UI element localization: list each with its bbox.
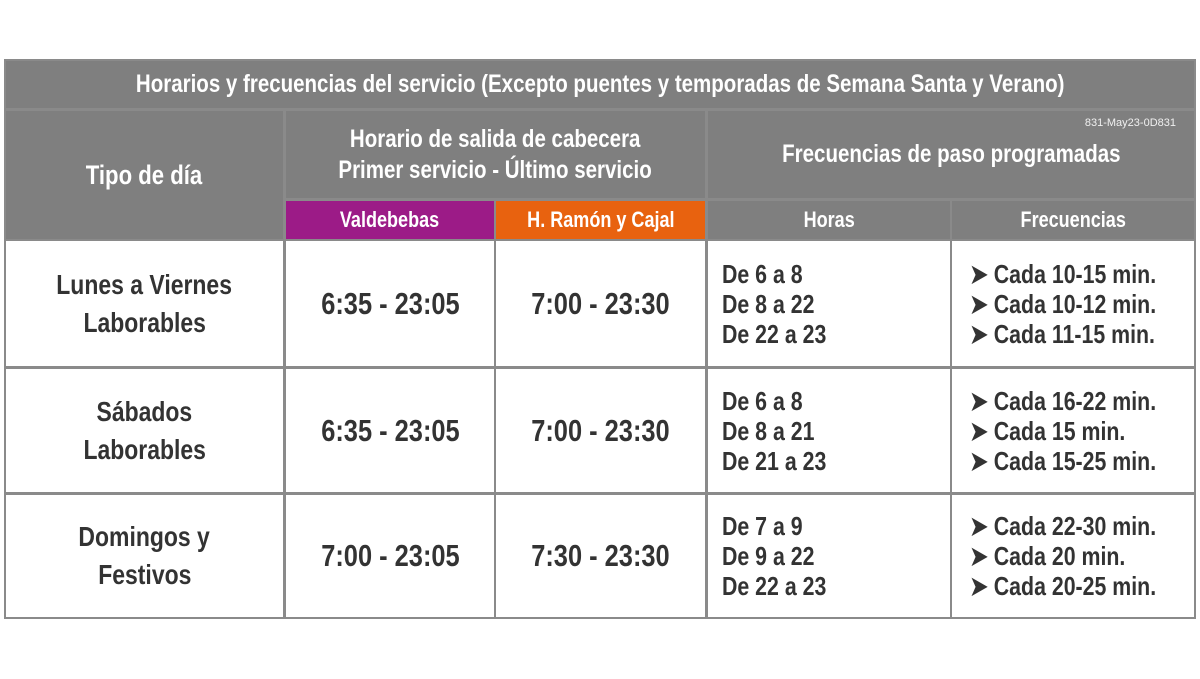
hour-range: De 22 a 23	[722, 571, 827, 601]
hour-range: De 6 a 8	[722, 385, 803, 416]
terminal-b-time	[496, 241, 705, 366]
frequency-item: ➤ Cada 22-30 min.	[970, 511, 1157, 541]
terminal-a-text: 6:35 - 23:05	[320, 285, 460, 321]
header-day-type	[6, 111, 283, 239]
day-line2: Laborables	[83, 433, 206, 465]
header-terminal-b	[496, 201, 705, 239]
frequency-item: ➤ Cada 15 min.	[970, 415, 1126, 446]
terminal-b-text: 7:00 - 23:30	[531, 412, 670, 448]
title-text: Horarios y frecuencias del servicio (Excepto puentes y temporadas de Semana Santa y Verano)	[135, 70, 1065, 98]
frequency-item: ➤ Cada 16-22 min.	[970, 385, 1157, 416]
hour-range: De 9 a 22	[722, 541, 815, 571]
hour-range: De 22 a 23	[722, 318, 827, 349]
hour-range: De 8 a 22	[722, 288, 815, 319]
frequencies-cell	[952, 495, 1194, 617]
frequency-item: ➤ Cada 20 min.	[970, 541, 1126, 571]
hours-cell	[708, 241, 950, 366]
document-code: 831-May23-0D831	[1084, 117, 1176, 129]
terminal-a-time	[286, 495, 494, 617]
terminal-b-text: 7:00 - 23:30	[531, 285, 670, 321]
terminal-a-text: 6:35 - 23:05	[320, 412, 460, 448]
terminal-a-time	[286, 241, 494, 366]
table-title	[6, 61, 1194, 108]
day-line2: Laborables	[83, 306, 206, 338]
header-terminal-a	[286, 201, 494, 239]
frequency-item: ➤ Cada 11-15 min.	[970, 318, 1155, 349]
day-line1: Lunes a Viernes	[56, 268, 233, 300]
header-departure	[286, 111, 705, 198]
frequency-item: ➤ Cada 20-25 min.	[970, 571, 1157, 601]
day-line1: Domingos y	[78, 521, 211, 552]
day-line2: Festivos	[97, 559, 192, 590]
frequency-item: ➤ Cada 10-15 min.	[970, 258, 1157, 289]
terminal-a-text: 7:00 - 23:05	[320, 538, 460, 573]
hours-cell	[708, 495, 950, 617]
frequency-item: ➤ Cada 15-25 min.	[970, 445, 1157, 476]
frequencies-title: Frecuencias de paso programadas	[781, 140, 1121, 168]
hour-range: De 7 a 9	[722, 511, 803, 541]
day-type-cell	[6, 369, 283, 492]
day-line1: Sábados	[96, 395, 193, 427]
frequencies-label: Frecuencias	[1020, 207, 1126, 232]
terminal-a-time	[286, 369, 494, 492]
day-type-label: Tipo de día	[86, 159, 203, 190]
departure-line2: Primer servicio - Último servicio	[338, 155, 653, 184]
hour-range: De 6 a 8	[722, 258, 803, 289]
frequencies-cell	[952, 369, 1194, 492]
hour-range: De 8 a 21	[722, 415, 815, 446]
terminal-b-label: H. Ramón y Cajal	[526, 207, 675, 232]
header-hours	[708, 201, 950, 239]
terminal-b-time	[496, 369, 705, 492]
frequencies-cell	[952, 241, 1194, 366]
departure-line1: Horario de salida de cabecera	[350, 124, 641, 153]
hours-label: Horas	[803, 207, 855, 232]
frequency-item: ➤ Cada 10-12 min.	[970, 288, 1157, 319]
hours-cell	[708, 369, 950, 492]
day-type-cell	[6, 241, 283, 366]
terminal-a-label: Valdebebas	[340, 207, 440, 232]
hour-range: De 21 a 23	[722, 445, 827, 476]
terminal-b-text: 7:30 - 23:30	[531, 538, 670, 573]
terminal-b-time	[496, 495, 705, 617]
header-freq	[952, 201, 1194, 239]
day-type-cell	[6, 495, 283, 617]
